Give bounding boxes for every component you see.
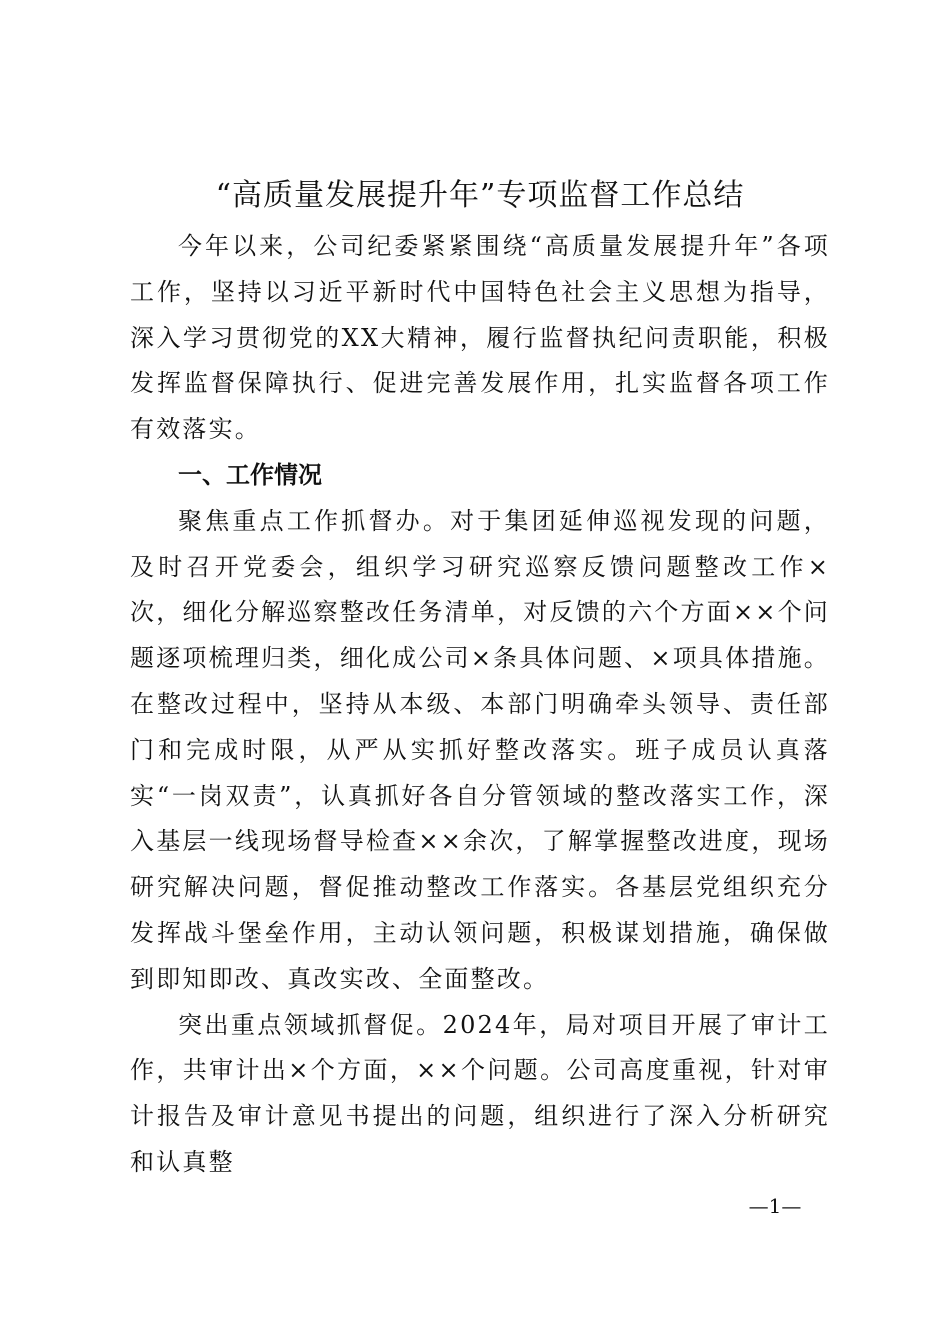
section-heading: 一、工作情况 [178, 460, 322, 489]
document-title: “高质量发展提升年”专项监督工作总结 [215, 178, 745, 213]
page-number: —1— [748, 1194, 802, 1218]
intro-paragraph: 今年以来，公司纪委紧紧围绕“高质量发展提升年”各项工作，坚持以习近平新时代中国特色社会主义思想为指导，深入学习贯彻党的XX大精神，履行监督执纪问责职能，积极发挥监督保障执行、促进完善发展作用，扎实监督各项工作有效落实。 [130, 232, 830, 444]
document-body [130, 224, 830, 1186]
paragraph-key-areas: 突出重点领域抓督促。2024年，局对项目开展了审计工作，共审计出×个方面，××个问题。公司高度重视，针对审计报告及审计意见书提出的问题，组织进行了深入分析研究和认真整 [130, 1010, 830, 1176]
paragraph-focus-key-work: 聚焦重点工作抓督办。对于集团延伸巡视发现的问题，及时召开党委会，组织学习研究巡察反馈问题整改工作×次，细化分解巡察整改任务清单，对反馈的六个方面××个问题逐项梳理归类，细化成公司×条具体问题、×项具体措施。在整改过程中，坚持从本级、本部门明确牵头领导、责任部门和完成时限，从严从实抓好整改落实。班子成员认真落实“一岗双责”，认真抓好各自分管领域的整改落实工作，深入基层一线现场督导检查××余次，了解掌握整改进度，现场研究解决问题，督促推动整改工作落实。各基层党组织充分发挥战斗堡垒作用，主动认领问题，积极谋划措施，确保做到即知即改、真改实改、全面整改。 [130, 506, 830, 993]
